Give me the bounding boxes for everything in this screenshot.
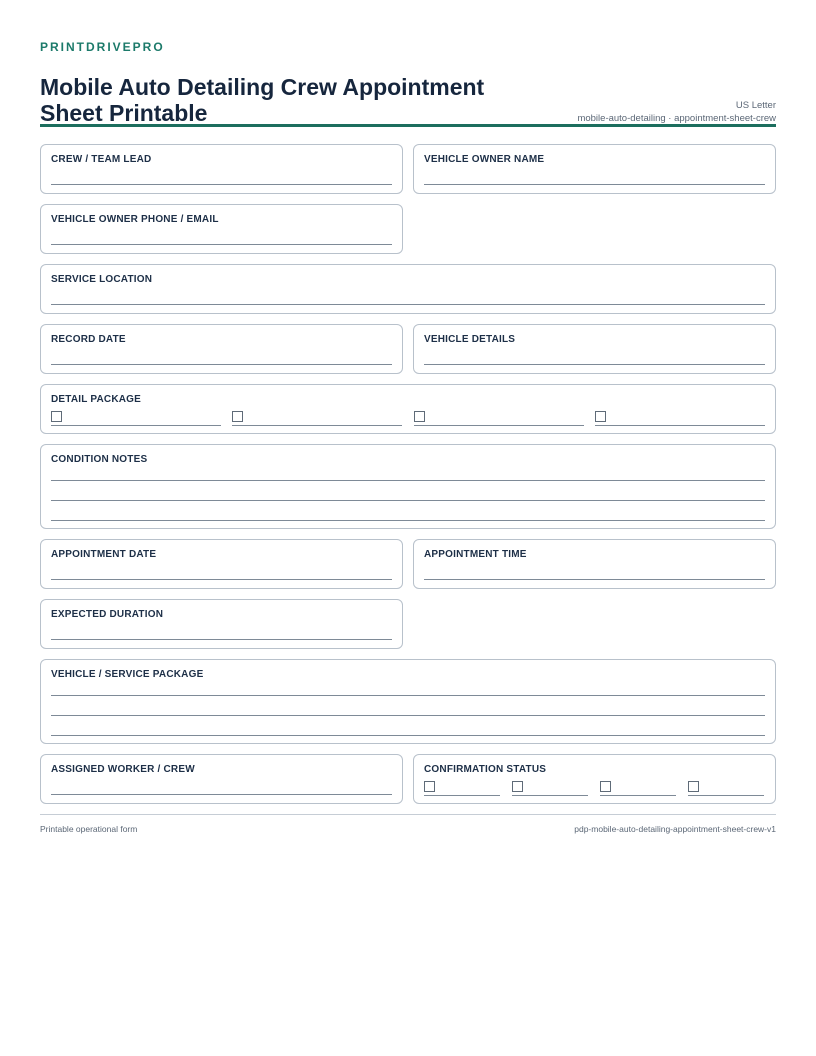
assigned-worker-label: ASSIGNED WORKER / CREW <box>51 764 195 775</box>
condition-notes-line-2[interactable] <box>51 500 765 501</box>
document-meta <box>577 99 776 125</box>
brand-logo-text: PRINTDRIVEPRO <box>40 40 165 54</box>
vehicle-details-field[interactable] <box>413 324 776 374</box>
confirmation-status-option[interactable] <box>688 781 764 796</box>
owner-name-field[interactable] <box>413 144 776 194</box>
detail-package-option[interactable] <box>595 411 765 426</box>
assigned-worker-line[interactable] <box>51 794 392 795</box>
confirmation-status-field <box>413 754 776 804</box>
owner-contact-field[interactable] <box>40 204 403 254</box>
vehicle-service-package-line-2[interactable] <box>51 715 765 716</box>
appointment-date-line[interactable] <box>51 579 392 580</box>
confirmation-status-label: CONFIRMATION STATUS <box>424 764 547 775</box>
vehicle-service-package-line-1[interactable] <box>51 695 765 696</box>
vehicle-service-package-label: VEHICLE / SERVICE PACKAGE <box>51 669 204 680</box>
detail-package-label: DETAIL PACKAGE <box>51 394 142 405</box>
vehicle-service-package-field[interactable] <box>40 659 776 744</box>
expected-duration-label: EXPECTED DURATION <box>51 609 164 620</box>
appointment-time-line[interactable] <box>424 579 765 580</box>
crew-lead-line[interactable] <box>51 184 392 185</box>
checkbox[interactable] <box>512 781 523 792</box>
vehicle-service-package-line-3[interactable] <box>51 735 765 736</box>
service-location-field[interactable] <box>40 264 776 314</box>
confirmation-status-option[interactable] <box>512 781 588 796</box>
condition-notes-label: CONDITION NOTES <box>51 454 148 465</box>
condition-notes-line-3[interactable] <box>51 520 765 521</box>
paper-size: US Letter <box>735 100 776 111</box>
crew-lead-label: CREW / TEAM LEAD <box>51 154 152 165</box>
detail-package-option[interactable] <box>414 411 584 426</box>
detail-package-option[interactable] <box>51 411 221 426</box>
record-date-field[interactable] <box>40 324 403 374</box>
checkbox[interactable] <box>595 411 606 422</box>
vehicle-details-line[interactable] <box>424 364 765 365</box>
form-page <box>40 40 776 806</box>
appointment-time-field[interactable] <box>413 539 776 589</box>
owner-name-label: VEHICLE OWNER NAME <box>424 154 545 165</box>
checkbox[interactable] <box>232 411 243 422</box>
record-date-label: RECORD DATE <box>51 334 126 345</box>
crew-lead-field[interactable] <box>40 144 403 194</box>
checkbox[interactable] <box>51 411 62 422</box>
document-slug: mobile-auto-detailing · appointment-sheet-crew <box>577 113 776 124</box>
footer-left-text: Printable operational form <box>40 824 138 834</box>
confirmation-status-option[interactable] <box>600 781 676 796</box>
checkbox[interactable] <box>600 781 611 792</box>
page-title: Mobile Auto Detailing Crew Appointment Sheet Printable <box>40 74 485 126</box>
owner-name-line[interactable] <box>424 184 765 185</box>
condition-notes-line-1[interactable] <box>51 480 765 481</box>
footer-right-text: pdp-mobile-auto-detailing-appointment-sheet-crew-v1 <box>574 824 776 834</box>
condition-notes-field[interactable] <box>40 444 776 529</box>
confirmation-status-option[interactable] <box>424 781 500 796</box>
expected-duration-line[interactable] <box>51 639 392 640</box>
page-footer <box>40 814 776 835</box>
detail-package-option[interactable] <box>232 411 402 426</box>
owner-contact-label: VEHICLE OWNER PHONE / EMAIL <box>51 214 219 225</box>
service-location-line[interactable] <box>51 304 765 305</box>
checkbox[interactable] <box>414 411 425 422</box>
expected-duration-field[interactable] <box>40 599 403 649</box>
detail-package-field <box>40 384 776 434</box>
page-header <box>40 54 776 127</box>
checkbox[interactable] <box>424 781 435 792</box>
appointment-time-label: APPOINTMENT TIME <box>424 549 527 560</box>
vehicle-details-label: VEHICLE DETAILS <box>424 334 516 345</box>
form-fields <box>40 144 776 806</box>
service-location-label: SERVICE LOCATION <box>51 274 153 285</box>
assigned-worker-field[interactable] <box>40 754 403 804</box>
owner-contact-line[interactable] <box>51 244 392 245</box>
appointment-date-label: APPOINTMENT DATE <box>51 549 157 560</box>
checkbox[interactable] <box>688 781 699 792</box>
record-date-line[interactable] <box>51 364 392 365</box>
appointment-date-field[interactable] <box>40 539 403 589</box>
